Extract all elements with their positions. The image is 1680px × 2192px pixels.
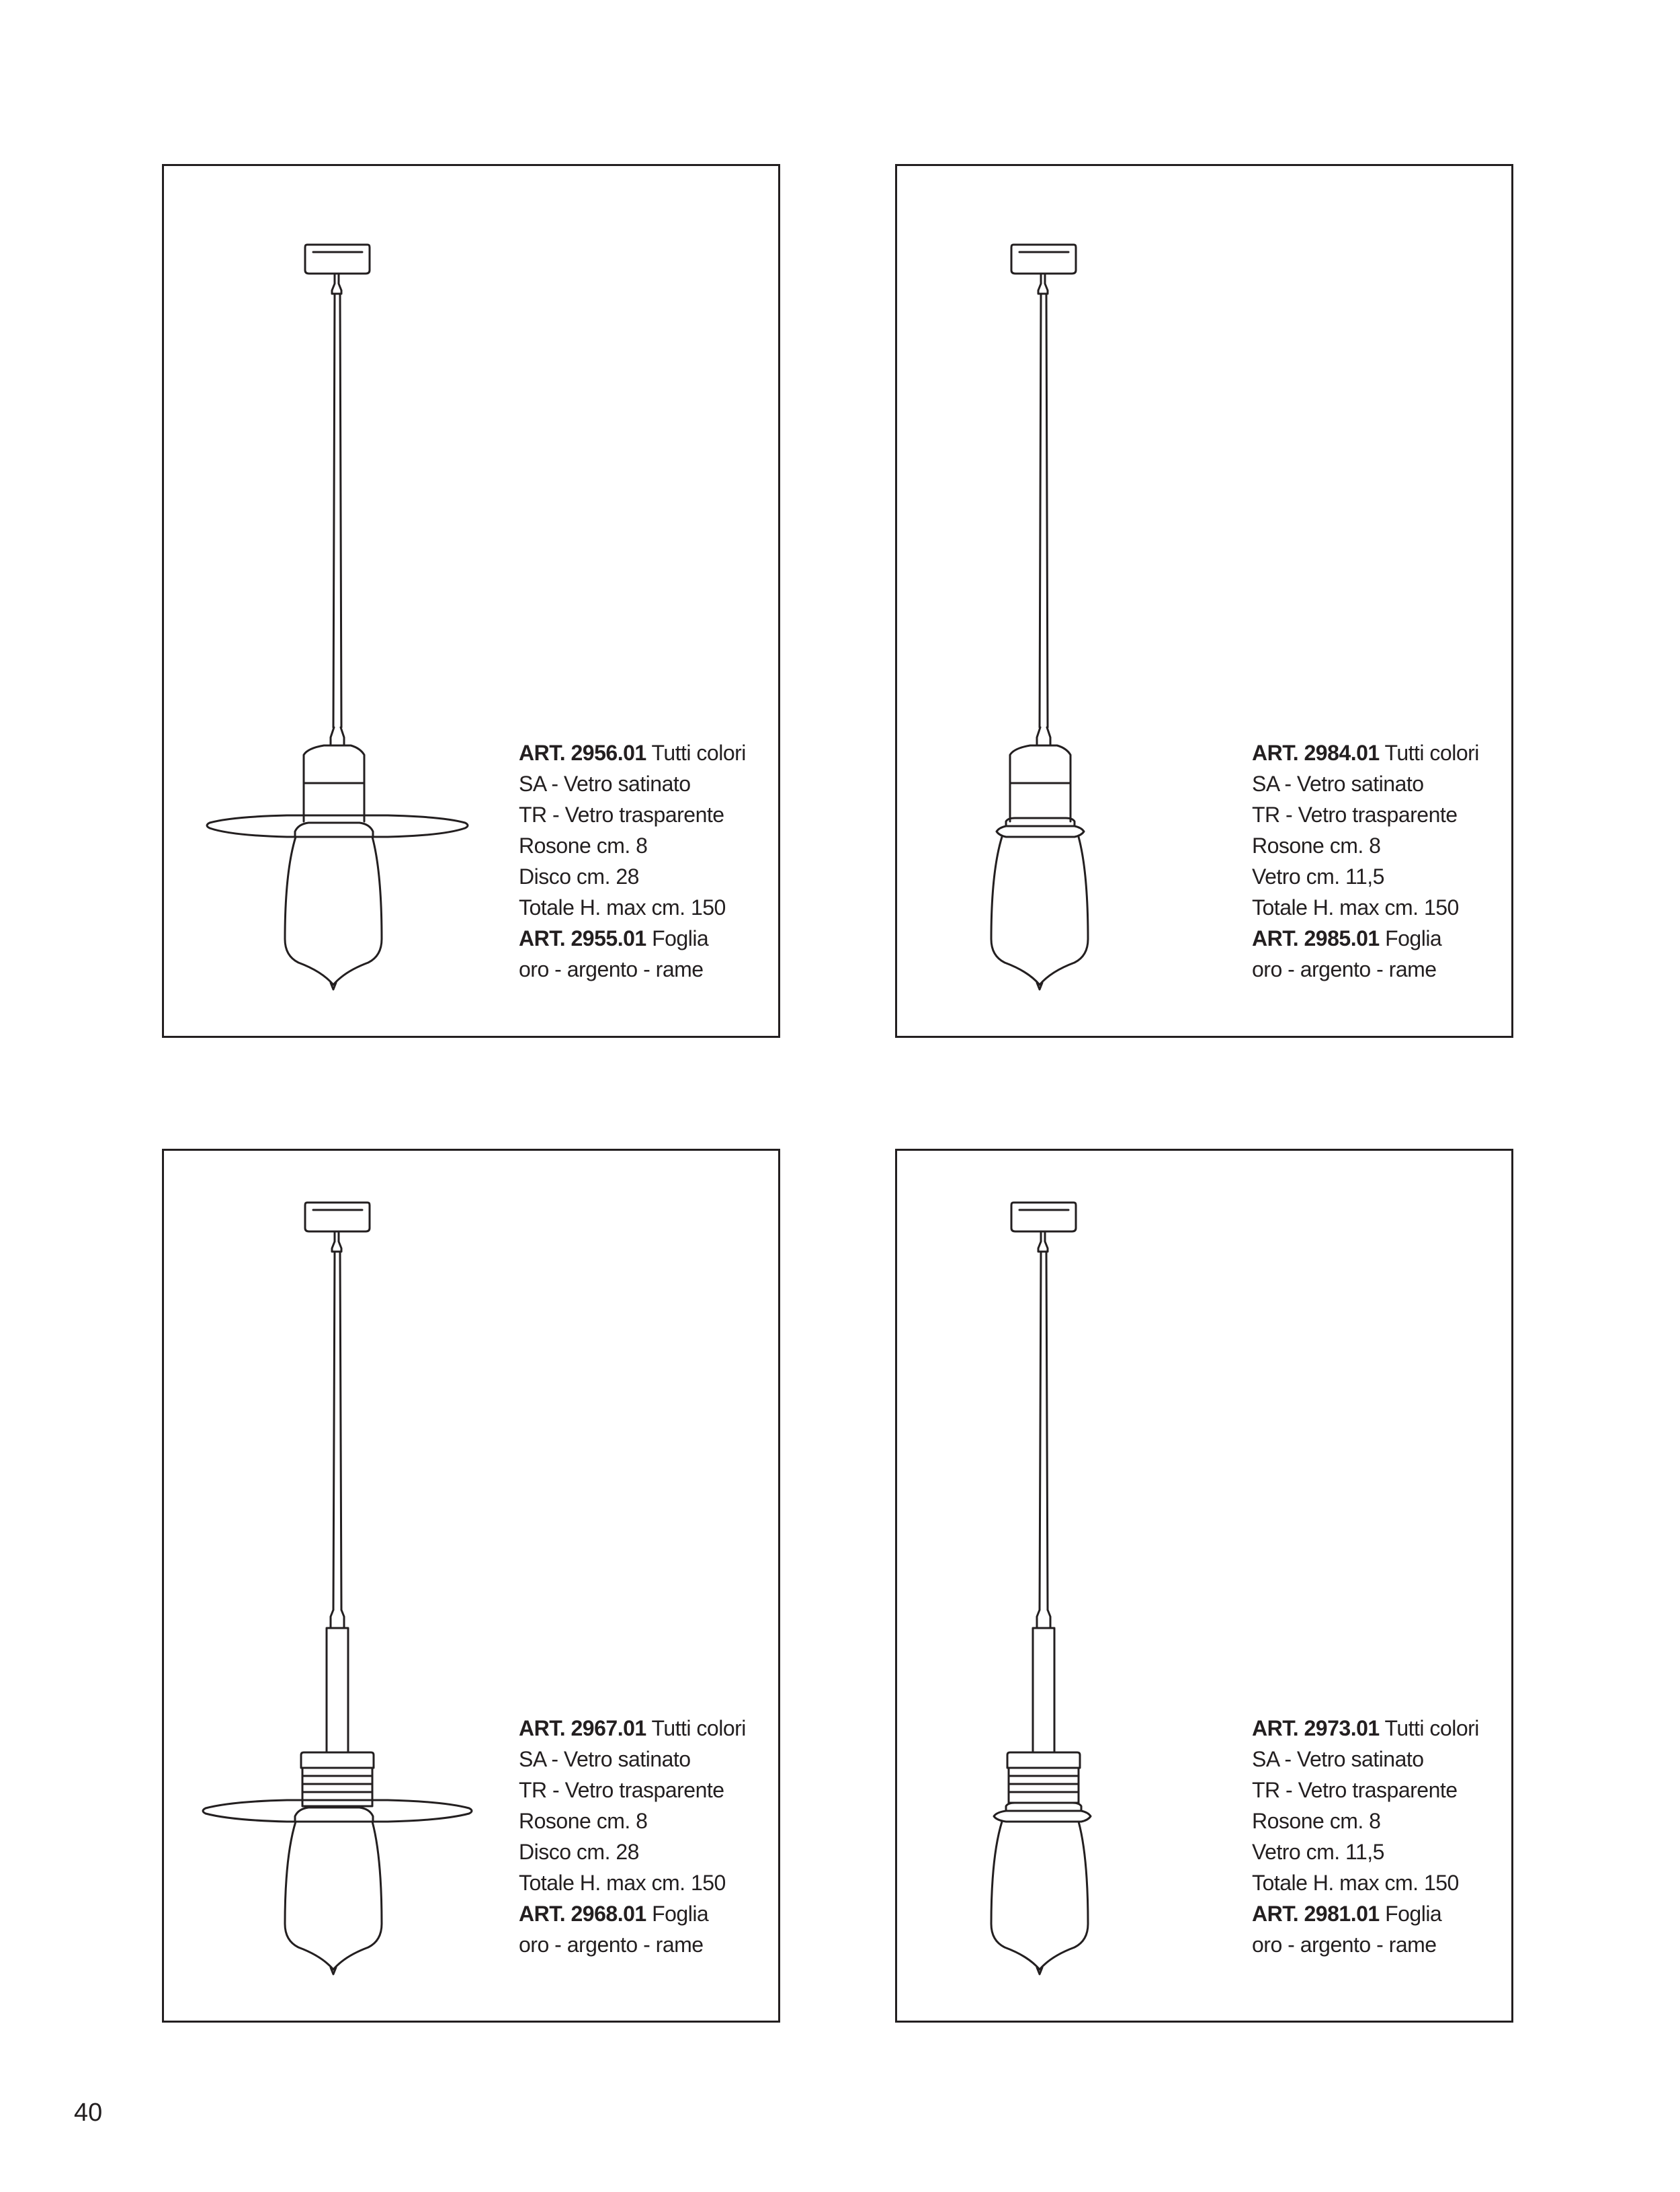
product-code: ART. 2967.01 [519, 1716, 646, 1740]
spec-line: Vetro cm. 11,5 [1252, 1840, 1384, 1864]
variant-note: Foglia [652, 1902, 709, 1926]
variant-finish: oro - argento - rame [519, 1933, 704, 1957]
spec-line: SA - Vetro satinato [519, 1747, 691, 1771]
variant-note: Foglia [652, 926, 709, 950]
product-spec-list [519, 1713, 746, 1960]
spec-line: Rosone cm. 8 [519, 834, 648, 858]
spec-line: Vetro cm. 11,5 [1252, 864, 1384, 889]
spec-line: Totale H. max cm. 150 [519, 1871, 726, 1895]
spec-line: Totale H. max cm. 150 [1252, 1871, 1459, 1895]
product-code: ART. 2973.01 [1252, 1716, 1380, 1740]
spec-line: Totale H. max cm. 150 [1252, 895, 1459, 920]
spec-line: Rosone cm. 8 [1252, 1809, 1381, 1833]
spec-line: Disco cm. 28 [519, 1840, 639, 1864]
variant-finish: oro - argento - rame [519, 957, 704, 981]
page-number: 40 [74, 2099, 103, 2127]
spec-line: TR - Vetro trasparente [519, 803, 724, 827]
spec-line: Disco cm. 28 [519, 864, 639, 889]
spec-line: TR - Vetro trasparente [1252, 1778, 1458, 1802]
spec-line: Rosone cm. 8 [519, 1809, 648, 1833]
color-note: Tutti colori [1384, 741, 1479, 765]
product-code: ART. 2956.01 [519, 741, 646, 765]
product-spec-list [1252, 1713, 1479, 1960]
spec-line: SA - Vetro satinato [519, 772, 691, 796]
spec-line: Totale H. max cm. 150 [519, 895, 726, 920]
product-spec-list [1252, 737, 1479, 985]
product-card-2973 [895, 1149, 1513, 2023]
spec-line: TR - Vetro trasparente [519, 1778, 724, 1802]
spec-line: SA - Vetro satinato [1252, 1747, 1424, 1771]
product-card-2984 [895, 164, 1513, 1038]
spec-line: Rosone cm. 8 [1252, 834, 1381, 858]
product-spec-list [519, 737, 746, 985]
variant-code: ART. 2981.01 [1252, 1902, 1380, 1926]
product-card-2956 [162, 164, 780, 1038]
color-note: Tutti colori [651, 741, 746, 765]
variant-code: ART. 2955.01 [519, 926, 646, 950]
spec-line: TR - Vetro trasparente [1252, 803, 1458, 827]
variant-code: ART. 2985.01 [1252, 926, 1380, 950]
product-card-2967 [162, 1149, 780, 2023]
color-note: Tutti colori [1384, 1716, 1479, 1740]
variant-finish: oro - argento - rame [1252, 1933, 1437, 1957]
product-code: ART. 2984.01 [1252, 741, 1380, 765]
variant-note: Foglia [1385, 1902, 1442, 1926]
variant-note: Foglia [1385, 926, 1442, 950]
color-note: Tutti colori [651, 1716, 746, 1740]
variant-finish: oro - argento - rame [1252, 957, 1437, 981]
spec-line: SA - Vetro satinato [1252, 772, 1424, 796]
variant-code: ART. 2968.01 [519, 1902, 646, 1926]
